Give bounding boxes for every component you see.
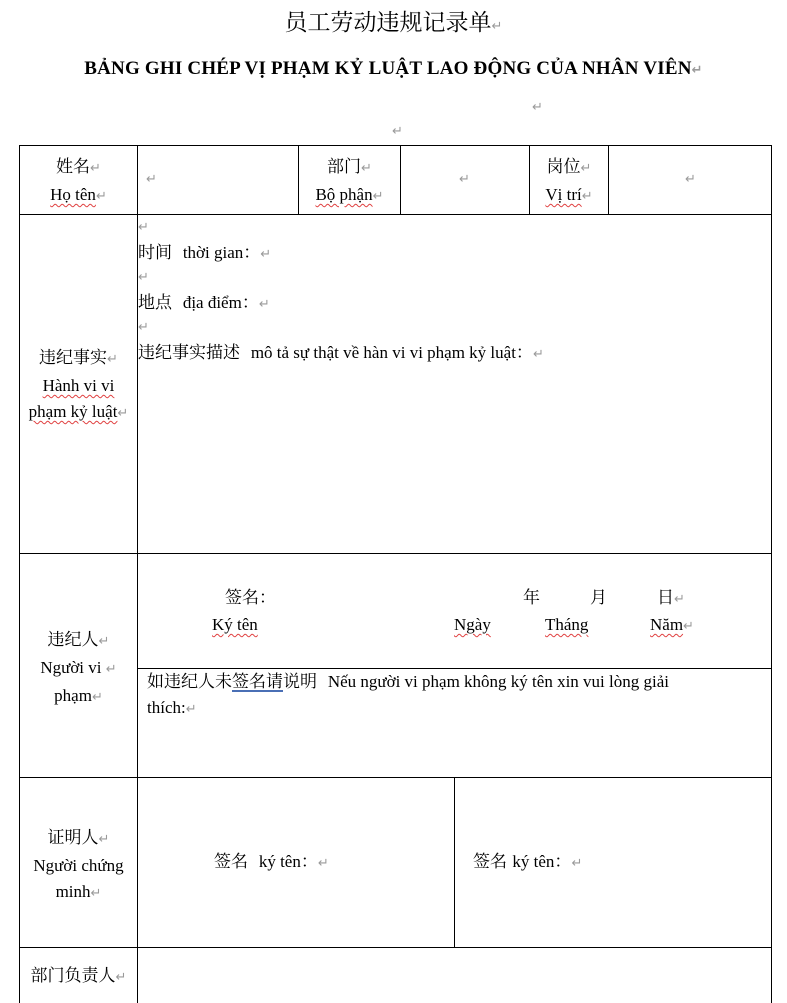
description-line: 违纪事实描述 mô tả sự thật về hàn vi vi phạm kỷ luật：↵ xyxy=(138,343,544,363)
witness-signature-2-field[interactable] xyxy=(455,778,771,947)
name-field[interactable]: ↵ xyxy=(146,172,157,187)
violation-facts-label: 违纪事实↵ Hành vi vi phạm kỷ luật↵ xyxy=(28,348,129,421)
position-label: 岗位↵ Vị trí↵ xyxy=(545,157,593,204)
position-field[interactable]: ↵ xyxy=(685,172,696,187)
department-head-field[interactable] xyxy=(138,948,771,1003)
violation-facts-field[interactable]: ↵ 时间 thời gian：↵ ↵ 地点 địa điểm：↵ ↵ 违纪事实描述 mô tả sự thật về hàn vi vi phạm kỷ luật：↵ xyxy=(138,215,771,553)
time-line: 时间 thời gian：↵ xyxy=(138,243,272,263)
witness-signature-1-field[interactable] xyxy=(138,778,454,947)
month-label-cn: 月 xyxy=(590,588,607,608)
year-label-cn: 年 xyxy=(523,588,540,608)
sign-label-cn: 签名： xyxy=(225,588,276,608)
paragraph-mark-icon: ↵ xyxy=(532,100,543,115)
witness-sign-1-label: 签名 ký tên：↵ xyxy=(214,852,329,872)
paragraph-mark-icon: ↵ xyxy=(691,63,703,78)
day-label-vi: Ngày xyxy=(454,615,491,634)
paragraph-mark-icon: ↵ xyxy=(392,124,403,139)
year-label-vi: Năm↵ xyxy=(650,615,694,634)
explanation-text: 如违纪人未签名请说明 Nếu người vi phạm không ký tên xin vui lòng giải thích:↵ xyxy=(147,672,669,717)
sign-label-vi: Ký tên xyxy=(212,615,258,634)
month-label-vi: Tháng xyxy=(545,615,589,634)
paragraph-mark-icon: ↵ xyxy=(491,19,503,34)
department-label: 部门↵ Bộ phận↵ xyxy=(315,157,384,204)
violator-signature-field[interactable] xyxy=(138,554,771,668)
form-title-vietnamese: BẢNG GHI CHÉP VỊ PHẠM KỶ LUẬT LAO ĐỘNG CỦA NHÂN VIÊN↵ xyxy=(84,58,703,79)
witness-sign-2-label: 签名 ký tên：↵ xyxy=(473,852,583,872)
name-label: 姓名↵ Họ tên↵ xyxy=(50,157,107,204)
violator-explanation-field[interactable] xyxy=(138,669,771,777)
violator-label: 违纪人↵ Người vi ↵ phạm↵ xyxy=(40,630,117,705)
department-field[interactable]: ↵ xyxy=(459,172,470,187)
witness-label: 证明人↵ Người chứng minh↵ xyxy=(33,828,124,901)
department-head-label: 部门负责人↵ xyxy=(30,966,127,986)
day-label-cn: 日↵ xyxy=(657,588,685,608)
place-line: 地点 địa điểm：↵ xyxy=(138,293,270,313)
form-title-chinese: 员工劳动违规记录单↵ xyxy=(284,10,503,36)
